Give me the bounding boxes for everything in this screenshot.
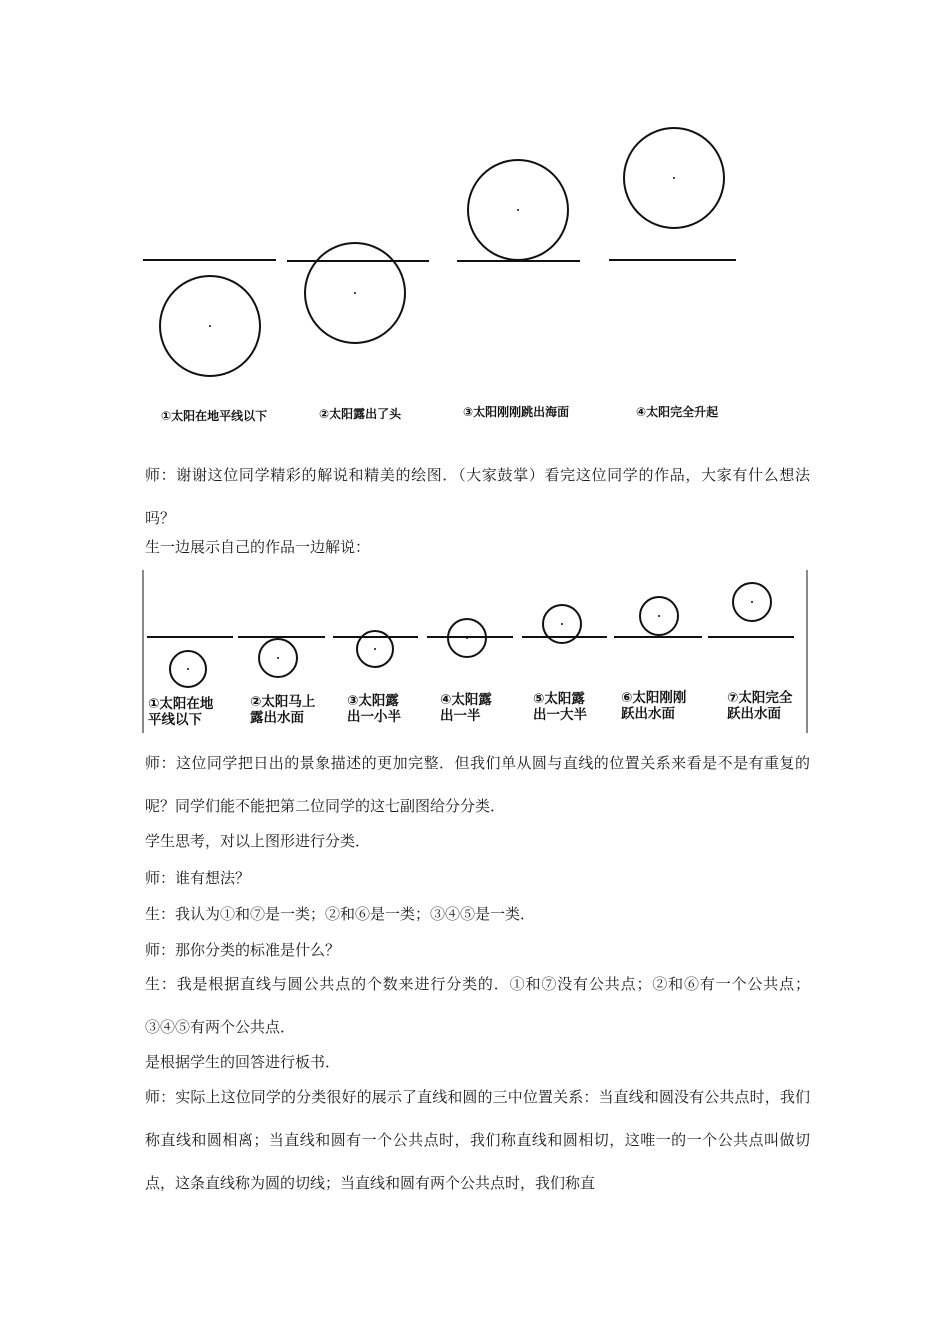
sun-center-dot-g <box>751 601 753 603</box>
figure2-caption-3-line1: ③太阳露 <box>347 693 399 709</box>
paragraph-teacher-classify: 师：这位同学把日出的景象描述的更加完整．但我们单从圆与直线的位置关系来看是不是有重复的呢？同学们能不能把第二位同学的这七副图给分分类． <box>145 754 810 815</box>
sun-center-dot-4 <box>673 177 675 179</box>
sun-center-dot-1 <box>209 325 211 327</box>
sunrise-figure-seven-stages <box>0 560 950 740</box>
figure2-caption-2-line1: ②太阳马上 <box>250 694 316 710</box>
paragraph-student-presents: 生一边展示自己的作品一边解说： <box>145 538 371 556</box>
sun-center-dot-3 <box>517 209 519 211</box>
paragraph-teacher-thanks: 师：谢谢这位同学精彩的解说和精美的绘图．（大家鼓掌）看完这位同学的作品，大家有什么想法吗？ <box>145 466 810 527</box>
paragraph-student-answer: 生：我认为①和⑦是一类；②和⑥是一类；③④⑤是一类． <box>145 905 536 923</box>
sun-center-dot-b <box>277 657 279 659</box>
figure1-caption-2: ②太阳露出了头 <box>319 407 402 421</box>
paragraph-teacher-ask: 师：谁有想法？ <box>145 869 251 887</box>
sun-center-dot-a <box>187 668 189 670</box>
figure2-caption-5-line1: ⑤太阳露 <box>533 691 585 707</box>
figure1-caption-4: ④太阳完全升起 <box>636 405 719 419</box>
sunrise-figure-four-stages <box>0 0 950 440</box>
figure1-caption-3: ③太阳刚刚跳出海面 <box>463 405 570 419</box>
paragraph-teacher-criterion: 师：那你分类的标准是什么？ <box>145 941 341 959</box>
sun-center-dot-e <box>561 623 563 625</box>
figure2-caption-7-line1: ⑦太阳完全 <box>727 690 793 706</box>
figure2-caption-6-line1: ⑥太阳刚刚 <box>621 690 687 706</box>
paragraph-teacher-summary: 师：实际上这位同学的分类很好的展示了直线和圆的三中位置关系：当直线和圆没有公共点时，我们称直线和圆相离；当直线和圆有一个公共点时，我们称直线和圆相切，这唯一的一个公共点叫做切点，这条直线称为圆的切线；当直线和圆有两个公共点时，我们称直 <box>145 1088 810 1192</box>
figure2-caption-6-line2: 跃出水面 <box>621 706 675 722</box>
figure2-caption-2-line2: 露出水面 <box>250 710 304 726</box>
sun-center-dot-d <box>466 637 468 639</box>
figure1-caption-1: ①太阳在地平线以下 <box>161 409 268 423</box>
figure2-caption-1-line2: 平线以下 <box>148 712 202 728</box>
paragraph-student-criterion: 生：我是根据直线与圆公共点的个数来进行分类的．①和⑦没有公共点；②和⑥有一个公共点；③④⑤有两个公共点． <box>145 975 810 1036</box>
sun-center-dot-2 <box>354 292 356 294</box>
paragraph-students-think: 学生思考，对以上图形进行分类． <box>145 832 371 850</box>
figure2-caption-4-line2: 出一半 <box>440 708 481 724</box>
sun-center-dot-f <box>658 615 660 617</box>
figure2-caption-5-line2: 出一大半 <box>533 707 587 723</box>
figure2-caption-3-line2: 出一小半 <box>347 709 401 725</box>
figure2-caption-4-line1: ④太阳露 <box>440 692 492 708</box>
sun-center-dot-c <box>374 648 376 650</box>
figure2-caption-7-line2: 跃出水面 <box>727 706 781 722</box>
figure2-caption-1-line1: ①太阳在地 <box>148 696 214 712</box>
paragraph-board-writing: 是根据学生的回答进行板书． <box>145 1053 341 1071</box>
